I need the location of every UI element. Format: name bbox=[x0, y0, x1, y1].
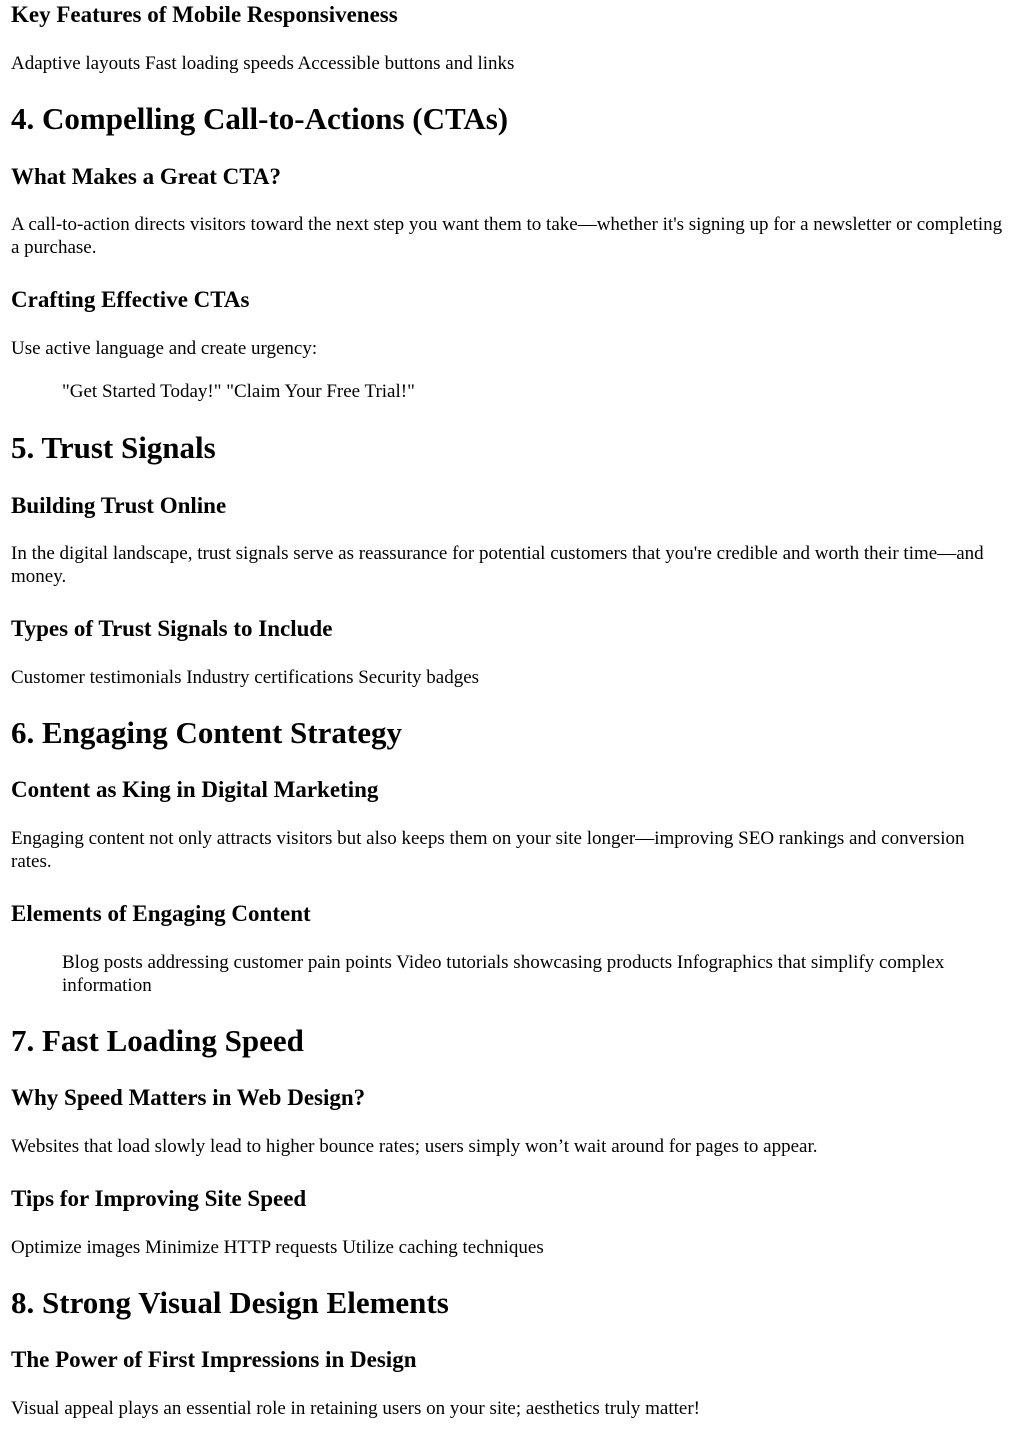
heading-speed-tips: Tips for Improving Site Speed bbox=[11, 1186, 307, 1211]
paragraph-trust-signals: In the digital landscape, trust signals serve as reassurance for potential customers that you're credible and worth their time—and money. bbox=[11, 543, 984, 587]
content-elements-quote: Blog posts addressing customer pain points Video tutorials showcasing products Infographics that simplify complex information bbox=[62, 952, 945, 996]
heading-engaging-elements: Elements of Engaging Content bbox=[11, 901, 311, 926]
heading-key-features: Key Features of Mobile Responsiveness bbox=[11, 2, 398, 27]
paragraph-key-features: Adaptive layouts Fast loading speeds Accessible buttons and links bbox=[11, 53, 515, 74]
heading-visual-design: 8. Strong Visual Design Elements bbox=[11, 1285, 449, 1320]
heading-trust-signals: 5. Trust Signals bbox=[11, 430, 216, 465]
heading-trust-types: Types of Trust Signals to Include bbox=[11, 616, 333, 641]
paragraph-speed: Websites that load slowly lead to higher bounce rates; users simply won’t wait around for pages to appear. bbox=[11, 1136, 818, 1157]
cta-examples-quote: "Get Started Today!" "Claim Your Free Trial!" bbox=[62, 381, 415, 402]
paragraph-cta-definition: A call-to-action directs visitors toward the next step you want them to take—whether it's signing up for a newsletter or completing a purchase. bbox=[11, 214, 1003, 258]
heading-crafting-ctas: Crafting Effective CTAs bbox=[11, 287, 250, 312]
heading-content-king: Content as King in Digital Marketing bbox=[11, 777, 379, 802]
heading-content-strategy: 6. Engaging Content Strategy bbox=[11, 715, 402, 750]
paragraph-trust-types: Customer testimonials Industry certifications Security badges bbox=[11, 667, 480, 688]
heading-speed-matters: Why Speed Matters in Web Design? bbox=[11, 1085, 366, 1110]
paragraph-engaging-content: Engaging content not only attracts visitors but also keeps them on your site longer—improving SEO rankings and conversion rates. bbox=[11, 828, 965, 872]
heading-cta: 4. Compelling Call-to-Actions (CTAs) bbox=[11, 101, 509, 136]
heading-building-trust: Building Trust Online bbox=[11, 493, 227, 518]
paragraph-visual-appeal: Visual appeal plays an essential role in retaining users on your site; aesthetics truly matter! bbox=[11, 1398, 700, 1419]
heading-great-cta: What Makes a Great CTA? bbox=[11, 164, 282, 189]
heading-first-impressions: The Power of First Impressions in Design bbox=[11, 1347, 417, 1372]
heading-loading-speed: 7. Fast Loading Speed bbox=[11, 1023, 304, 1058]
paragraph-speed-tips: Optimize images Minimize HTTP requests Utilize caching techniques bbox=[11, 1237, 544, 1258]
paragraph-active-language: Use active language and create urgency: bbox=[11, 338, 318, 359]
